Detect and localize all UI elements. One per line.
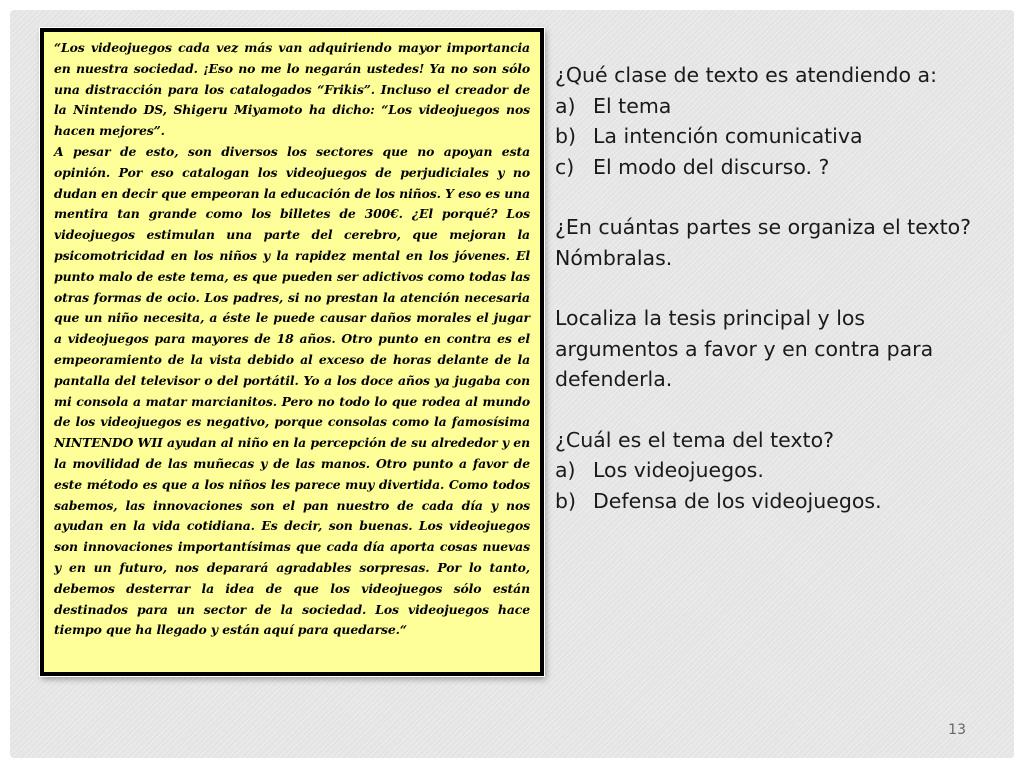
passage-textbox [40, 28, 544, 676]
question-text: Localiza la tesis principal y los argumentos a favor y en contra para defenderla. [555, 306, 934, 391]
question-text-type [555, 60, 995, 182]
option-text: La intención comunicativa [593, 124, 863, 148]
question-text: ¿Cuál es el tema del texto? [555, 427, 835, 452]
page-number: 13 [948, 722, 966, 738]
option-item [555, 486, 995, 517]
option-text: Defensa de los videojuegos. [593, 488, 882, 513]
option-marker: b) [555, 488, 577, 513]
passage-paragraph-1: “Los videojuegos cada vez más van adquiriendo mayor importancia en nuestra sociedad. ¡Eso no me lo negarán ustedes! Ya no son sólo una distracción para los catalogados “Frikis”. Incluso el creador de la Nintendo DS, Shigeru Miyamoto ha dicho: “Los videojuegos nos hacen mejores”. [54, 40, 530, 139]
question-parts [555, 212, 995, 273]
question-topic [555, 425, 995, 517]
option-text: El tema [593, 93, 672, 118]
option-item [555, 91, 995, 122]
option-item [555, 152, 995, 183]
option-marker: a) [555, 93, 576, 118]
option-text: El modo del discurso. ? [593, 154, 830, 179]
option-marker: c) [555, 154, 575, 179]
option-marker: b) [555, 124, 577, 148]
passage-paragraph-2: A pesar de esto, son diversos los sectores que no apoyan esta opinión. Por eso catalogan los videojuegos de perjudiciales y no dudan en decir que empeoran la educación de los niños. Y eso es una mentira tan grande como los billetes de 300€. ¿El porqué? Los videojuegos estimulan una parte del cerebro, que mejoran la psicomotricidad en los niños y la rapidez mental en los jóvenes. El punto malo de este tema, es que pueden ser adictivos como todas las otras formas de ocio. Los padres, si no prestan la atención necesaria que un niño necesita, a éste le puede causar daños morales el jugar a videojuegos para mayores de 18 años. Otro punto en contra es el empeoramiento de la vista debido al exceso de horas delante de la pantalla del televisor o del portátil. Yo a los doce años ya jugaba con mi consola a matar marcianitos. Pero no todo lo que rodea al mundo de los videojuegos es negativo, porque consolas como la famosísima NINTENDO WII ayudan al niño en la percepción de su alrededor y en la movilidad de las muñecas y de las manos. Otro punto a favor de este método es que a los niños les parece muy divertida. Como todos sabemos, las innovaciones son el pan nuestro de cada día y nos ayudan en la vida cotidiana. Es decir, son buenas. Los videojuegos son innovaciones importantísimas que cada día aporta cosas nuevas y en un futuro, nos deparará agradables sorpresas. Por lo tanto, debemos desterrar la idea de que los videojuegos sólo están destinados para un sector de la sociedad. Los videojuegos hace tiempo que ha llegado y están aquí para quedarse.“ [54, 143, 530, 638]
question-thesis [555, 303, 995, 395]
option-item [555, 455, 995, 486]
option-item [555, 121, 995, 152]
option-text: Los videojuegos. [593, 458, 764, 482]
question-text: ¿En cuántas partes se organiza el texto? Nómbralas. [555, 215, 972, 270]
option-marker: a) [555, 458, 576, 482]
question-text: ¿Qué clase de texto es atendiendo a: [555, 63, 938, 87]
questions-panel [555, 60, 995, 546]
